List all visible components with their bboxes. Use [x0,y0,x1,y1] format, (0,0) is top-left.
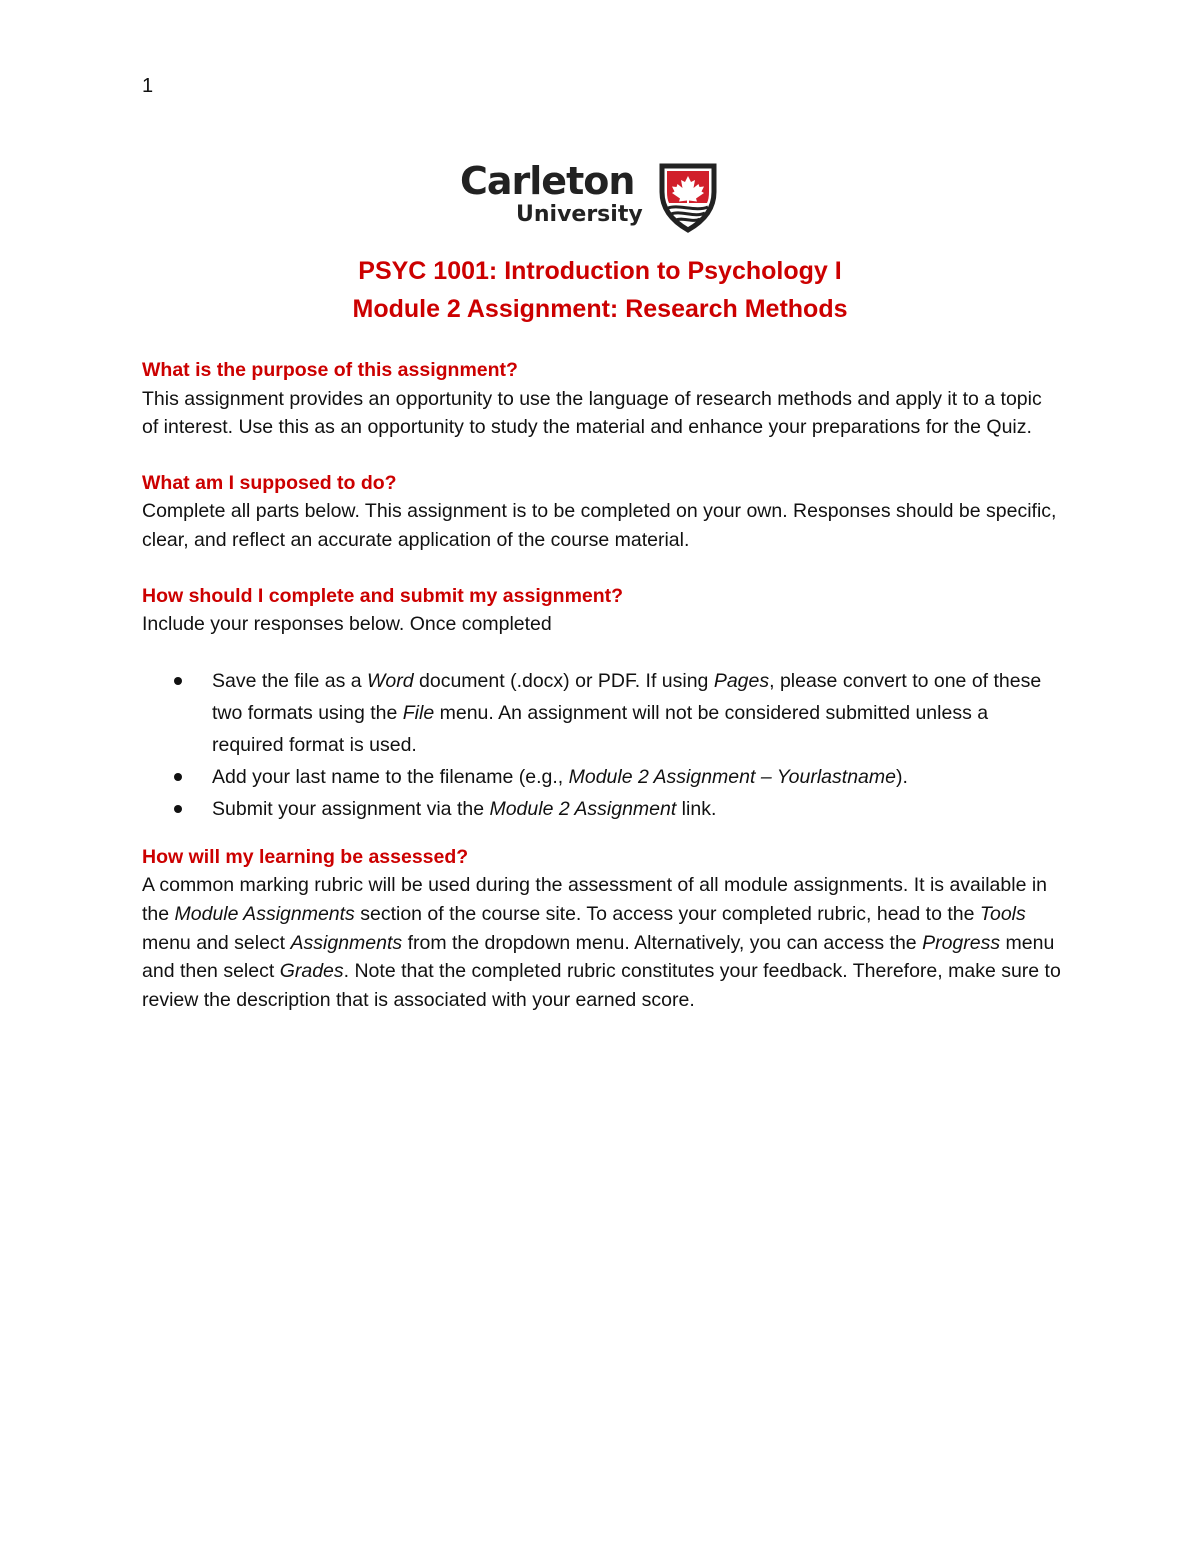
bullet-text-italic: Word [367,669,414,692]
assessment-text: . Note that the completed rubric constitutes your feedback. Therefore, make sure to review the description that is associated with your earned score. [142,960,1061,1011]
bullet-text: Submit your assignment via the [212,797,490,820]
list-item [212,761,1062,793]
section-heading-task: What am I supposed to do? [142,471,397,494]
maple-leaf-shield-icon [658,162,718,234]
carleton-university-logo [460,158,720,234]
logo-wordmark-university: University [516,202,643,227]
bullet-text-italic: Pages [713,669,770,692]
page-number: 1 [142,75,154,97]
section-heading-submission: How should I complete and submit my assignment? [142,584,624,607]
bullet-text: link. [676,797,717,820]
assignment-title: Module 2 Assignment: Research Methods [352,295,848,323]
assessment-text: menu and select [142,931,291,954]
list-item [212,793,1062,825]
bullet-text-italic: Module 2 Assignment [489,797,677,820]
bullet-text: , please convert to one of these two formats using the [212,669,1042,724]
section-body-purpose: This assignment provides an opportunity to use the language of research methods and apply it to a topic of interest. Use this as an opportunity to study the material and enhance your preparations for the Quiz. [142,387,1042,439]
assessment-text-italic: Tools [979,902,1026,925]
assessment-text: menu and then select [142,931,1055,983]
assessment-text: A common marking rubric will be used during the assessment of all module assignments. It is available in the [142,874,1048,925]
course-title: PSYC 1001: Introduction to Psychology I [358,257,842,285]
assessment-text-italic: Grades [279,960,344,983]
bullet-text: ). [895,765,908,788]
list-item [212,665,1062,761]
assessment-text-italic: Progress [922,931,1001,954]
assessment-text: section of the course site. To access your completed rubric, head to the [354,902,980,925]
logo-wordmark-carleton: Carleton [460,159,635,203]
document-body [142,356,1062,1014]
bullet-text: Save the file as a [212,669,368,692]
bullet-text: document (.docx) or PDF. If using [413,669,714,692]
assessment-text: from the dropdown menu. Alternatively, you can access the [402,931,923,954]
assessment-text-italic: Assignments [290,931,403,954]
submission-instructions-list [142,665,1062,825]
section-body-task: Complete all parts below. This assignment is to be completed on your own. Responses should be specific, clear, and reflect an accurate application of the course material. [142,500,1057,551]
bullet-icon [174,773,182,781]
bullet-text-italic: Module 2 Assignment – Yourlastname [568,765,896,788]
bullet-text: Add your last name to the filename (e.g., [212,765,569,788]
section-body-assessment [142,871,1062,1014]
section-heading-purpose: What is the purpose of this assignment? [142,359,518,381]
document-title [0,252,1200,328]
bullet-icon [174,677,182,685]
assessment-text-italic: Module Assignments [174,902,355,925]
section-heading-assessment: How will my learning be assessed? [142,845,469,868]
bullet-text-italic: File [402,701,435,724]
bullet-text: menu. An assignment will not be considered submitted unless a required format is used. [212,701,989,756]
bullet-icon [174,805,182,813]
section-body-submission: Include your responses below. Once completed [142,613,552,636]
